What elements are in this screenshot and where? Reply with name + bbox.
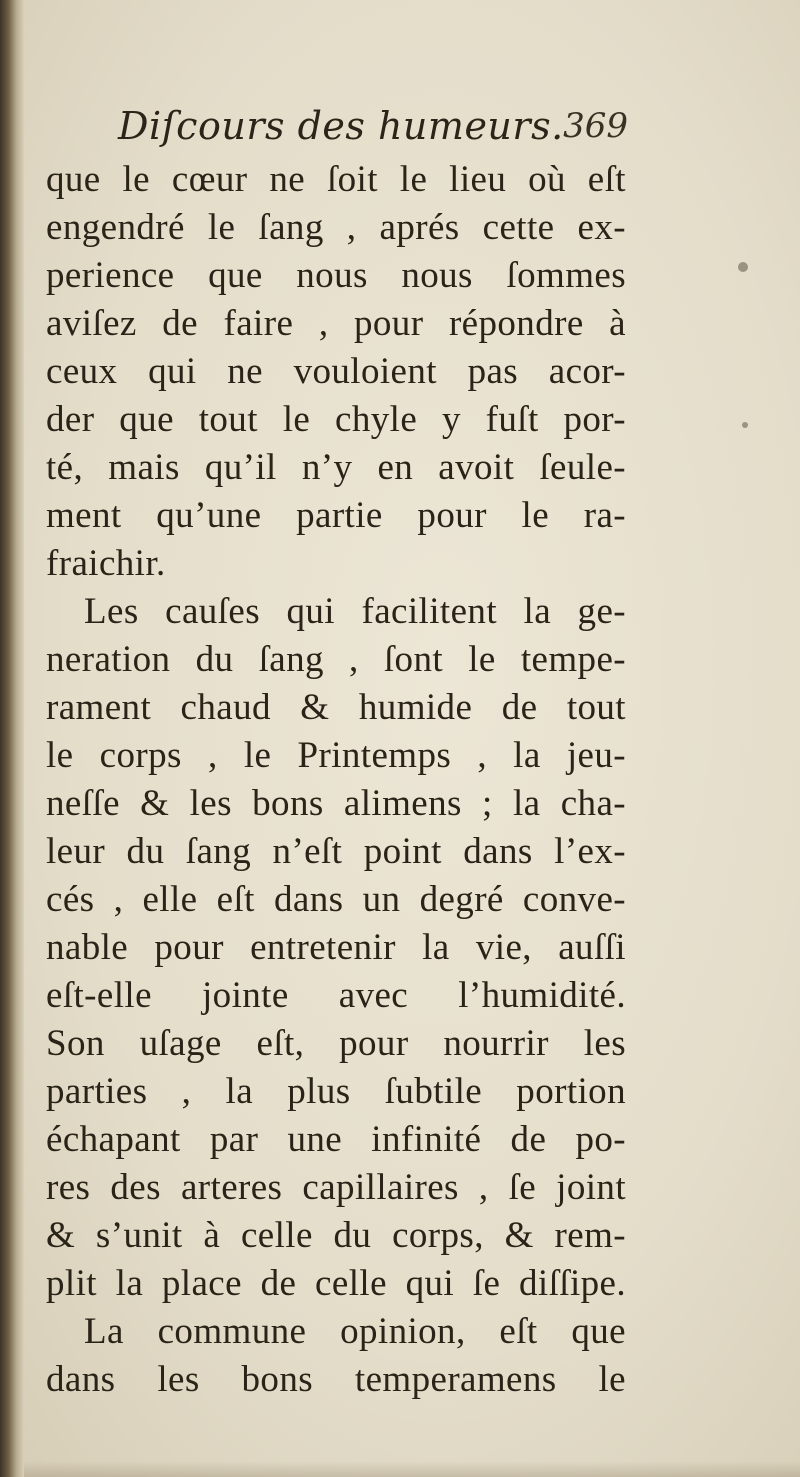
text-line: aviſez de faire , pour répondre à <box>46 303 626 344</box>
binding-gutter <box>0 0 24 1477</box>
text-line: eſt-elle jointe avec l’humidité. <box>46 975 626 1016</box>
text-line: dans les bons temperamens le <box>46 1359 626 1400</box>
text-line: res des arteres capillaires , ſe joint <box>46 1167 626 1208</box>
running-title: Diſcours des humeurs. <box>118 104 564 148</box>
text-line: neration du ſang , ſont le tempe- <box>46 639 626 680</box>
text-line: ceux qui ne vouloient pas acor- <box>46 351 626 392</box>
text-line: neſſe & les bons alimens ; la cha- <box>46 783 626 824</box>
body-text <box>46 156 626 1404</box>
text-line: parties , la plus ſubtile portion <box>46 1071 626 1112</box>
text-line: Son uſage eſt, pour nourrir les <box>46 1023 626 1064</box>
text-line: ment qu’une partie pour le ra- <box>46 495 626 536</box>
text-line: cés , elle eſt dans un degré conve- <box>46 879 626 920</box>
page-number: 369 <box>563 106 628 146</box>
text-line: leur du ſang n’eſt point dans l’ex- <box>46 831 626 872</box>
text-line: que le cœur ne ſoit le lieu où eſt <box>46 159 626 200</box>
text-line: fraichir. <box>46 543 166 584</box>
text-line: engendré le ſang , aprés cette ex- <box>46 207 626 248</box>
text-line: rament chaud & humide de tout <box>46 687 626 728</box>
text-line: le corps , le Printemps , la jeu- <box>46 735 626 776</box>
text-line: nable pour entretenir la vie, auſſi <box>46 927 626 968</box>
text-line: der que tout le chyle y fuſt por- <box>46 399 626 440</box>
page-bottom-edge <box>24 1461 800 1477</box>
text-line: Les cauſes qui facilitent la ge- <box>84 591 626 632</box>
paper-speck <box>742 422 748 428</box>
text-line: & s’unit à celle du corps, & rem- <box>46 1215 626 1256</box>
text-line: plit la place de celle qui ſe diſſipe. <box>46 1263 626 1304</box>
paper-speck <box>738 262 748 272</box>
text-line: perience que nous nous ſommes <box>46 255 626 296</box>
text-line: échapant par une infinité de po- <box>46 1119 626 1160</box>
page-header <box>118 98 628 158</box>
text-line: La commune opinion, eſt que <box>84 1311 626 1352</box>
text-line: té, mais qu’il n’y en avoit ſeule- <box>46 447 626 488</box>
